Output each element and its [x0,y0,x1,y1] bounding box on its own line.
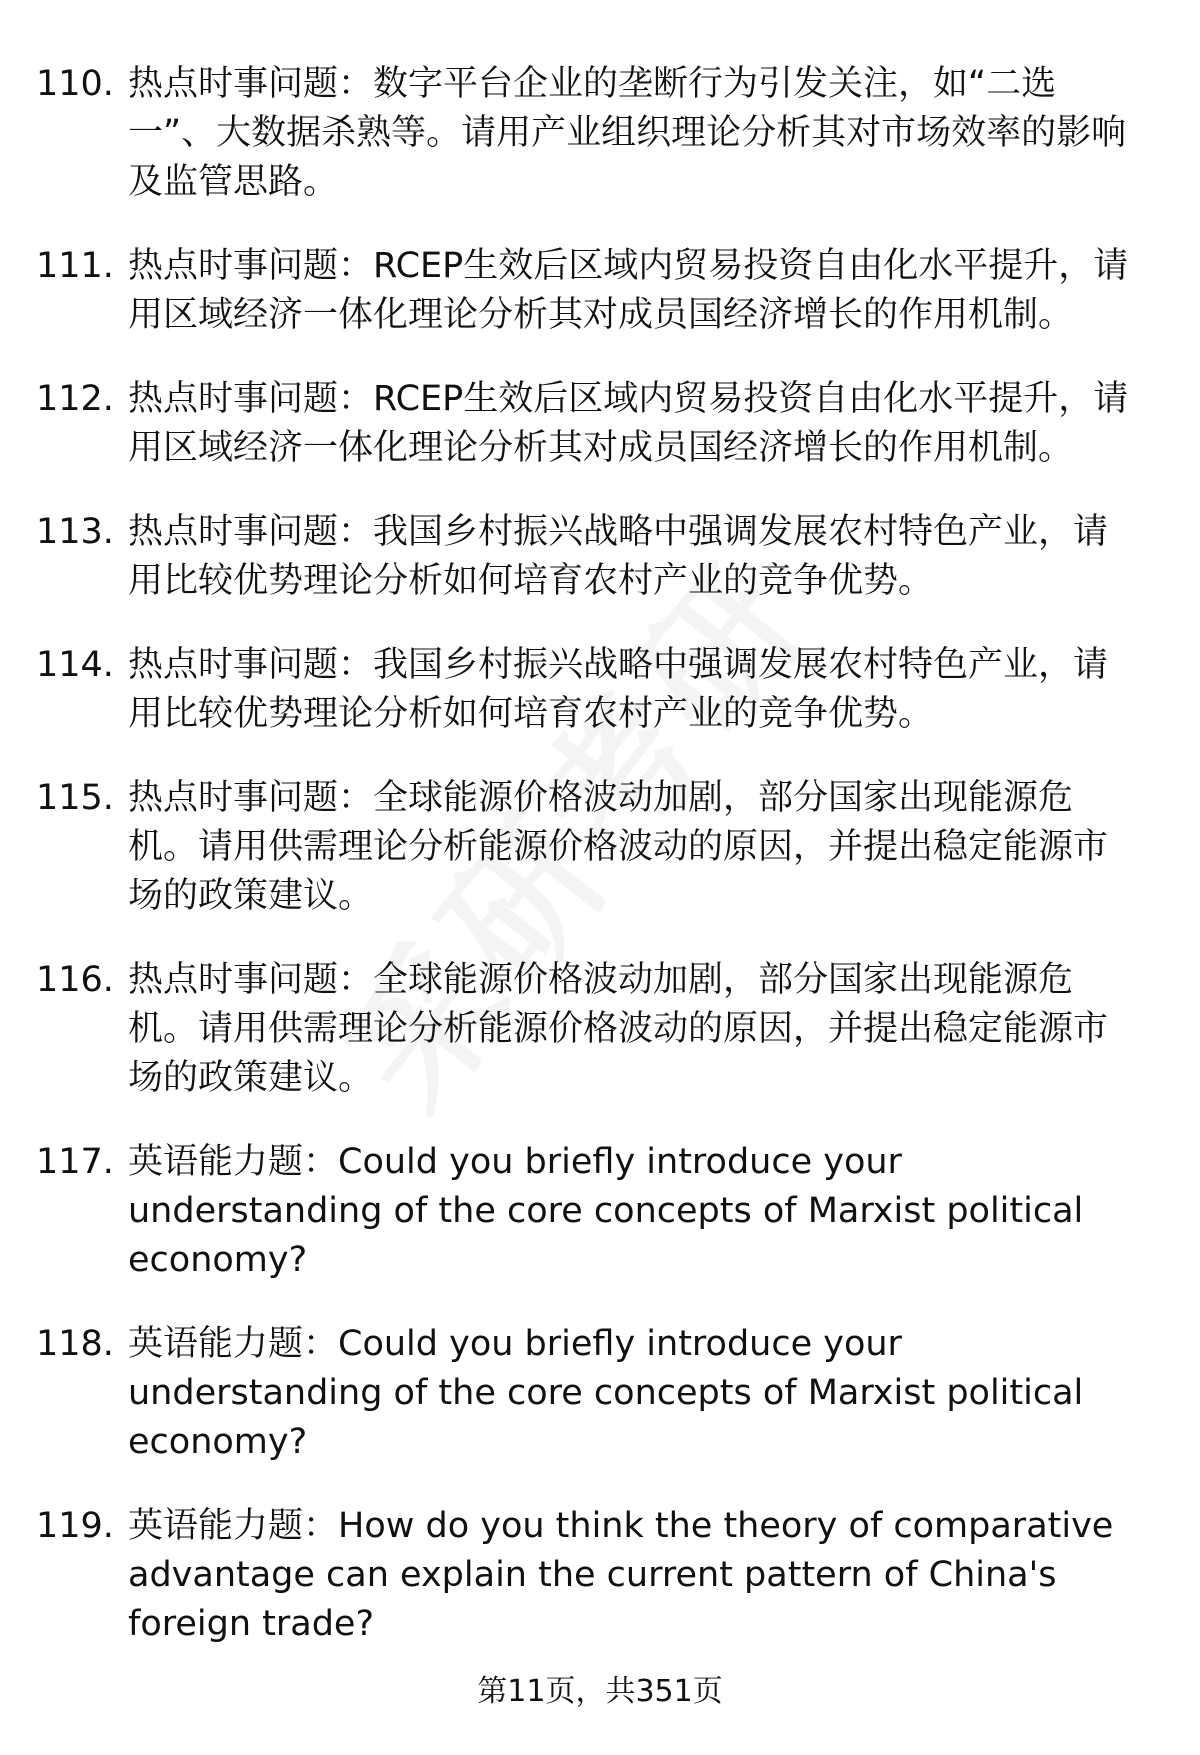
question-text: 英语能力题：Could you briefly introduce your understanding of the core concepts of Marxist political economy? [128,1142,1084,1280]
question-list [36,60,1166,1684]
question-text: 热点时事问题：我国乡村振兴战略中强调发展农村特色产业，请用比较优势理论分析如何培育农村产业的竞争优势。 [128,512,1109,601]
question-text: 热点时事问题：RCEP生效后区域内贸易投资自由化水平提升，请用区域经济一体化理论分析其对成员国经济增长的作用机制。 [128,246,1129,335]
question-item [36,242,1166,340]
question-item [36,956,1166,1103]
question-item [36,1320,1166,1467]
question-number: 118. [36,1324,114,1364]
question-item [36,60,1166,207]
question-number: 114. [36,645,114,685]
question-number: 111. [36,246,114,286]
question-number: 116. [36,960,114,1000]
question-number: 119. [36,1506,114,1546]
question-number: 117. [36,1142,114,1182]
page-footer: 第11页，共351页 [477,1674,723,1709]
question-item [36,641,1166,739]
question-number: 112. [36,379,114,419]
question-item [36,375,1166,473]
question-text: 热点时事问题：RCEP生效后区域内贸易投资自由化水平提升，请用区域经济一体化理论分析其对成员国经济增长的作用机制。 [128,379,1129,468]
question-text: 热点时事问题：全球能源价格波动加剧，部分国家出现能源危机。请用供需理论分析能源价格波动的原因，并提出稳定能源市场的政策建议。 [128,960,1109,1098]
question-number: 110. [36,64,114,104]
question-number: 113. [36,512,114,552]
question-text: 英语能力题：How do you think the theory of comparative advantage can explain the current pattern of China's foreign trade? [128,1506,1114,1644]
question-item [36,1502,1166,1649]
question-number: 115. [36,778,114,818]
question-text: 热点时事问题：数字平台企业的垄断行为引发关注，如“二选一”、大数据杀熟等。请用产业组织理论分析其对市场效率的影响及监管思路。 [128,64,1127,202]
question-item [36,508,1166,606]
question-item [36,1138,1166,1285]
question-text: 热点时事问题：我国乡村振兴战略中强调发展农村特色产业，请用比较优势理论分析如何培育农村产业的竞争优势。 [128,645,1109,734]
question-text: 热点时事问题：全球能源价格波动加剧，部分国家出现能源危机。请用供需理论分析能源价格波动的原因，并提出稳定能源市场的政策建议。 [128,778,1109,916]
question-text: 英语能力题：Could you briefly introduce your understanding of the core concepts of Marxist political economy? [128,1324,1084,1462]
question-item [36,774,1166,921]
